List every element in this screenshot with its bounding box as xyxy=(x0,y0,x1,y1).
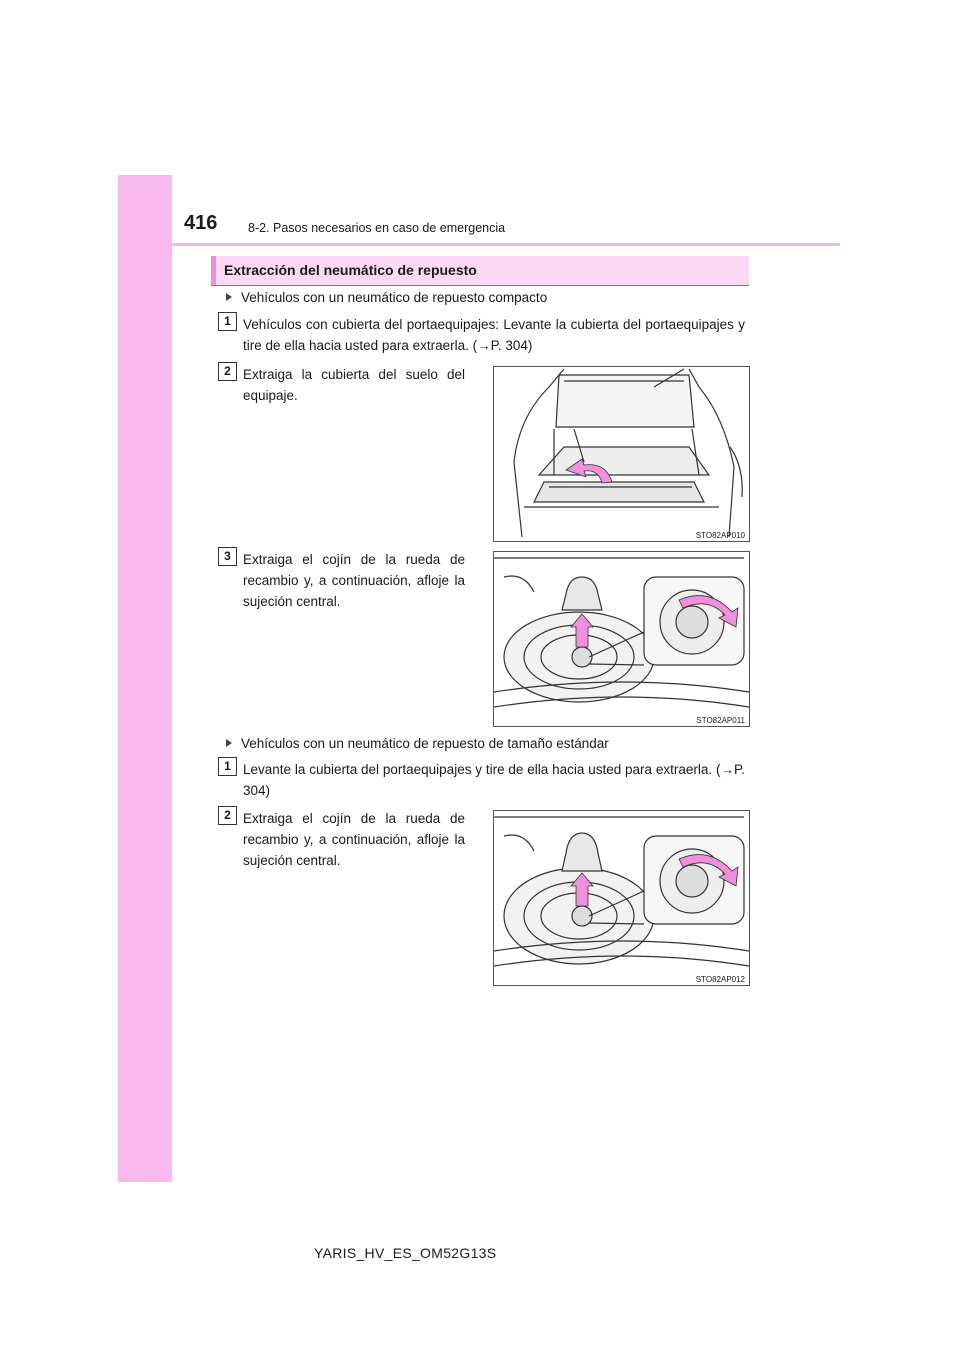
section-accent xyxy=(211,256,216,285)
step-number: 1 xyxy=(218,312,237,331)
section-title: Extracción del neumático de repuesto xyxy=(224,262,477,278)
step-number: 2 xyxy=(218,362,237,381)
header-rule xyxy=(172,243,840,246)
step-text: Extraiga la cubierta del suelo del equipaje. xyxy=(243,367,465,403)
spare-wheel-illustration xyxy=(494,552,749,726)
spare-wheel-illustration xyxy=(494,811,749,985)
step-text: Levante la cubierta del portaequipajes y tire de ella hacia usted para extraerla. (→P. 304) xyxy=(243,762,745,798)
step-number: 3 xyxy=(218,547,237,566)
figure-spare-cushion-standard xyxy=(493,810,750,986)
step-text: Vehículos con cubierta del portaequipajes: Levante la cubierta del portaequipajes y tire de ella hacia usted para extraerla. (→P. 304) xyxy=(243,317,745,353)
section-rule xyxy=(211,285,749,286)
triangle-bullet-icon xyxy=(226,293,232,301)
step-number: 2 xyxy=(218,806,237,825)
figure-spare-cushion-compact xyxy=(493,551,750,727)
triangle-bullet-icon xyxy=(226,739,232,747)
step-text: Extraiga el cojín de la rueda de recambio y, a continuación, afloje la sujeción central. xyxy=(243,811,465,868)
step-number: 1 xyxy=(218,757,237,776)
standard-heading: Vehículos con un neumático de repuesto de tamaño estándar xyxy=(226,736,609,751)
chapter-title: 8-2. Pasos necesarios en caso de emergencia xyxy=(248,221,506,235)
compact-heading: Vehículos con un neumático de repuesto compacto xyxy=(226,290,547,305)
figure-trunk-floor xyxy=(493,366,750,542)
page-number: 416 xyxy=(184,212,218,234)
document-code: YARIS_HV_ES_OM52G13S xyxy=(314,1245,497,1261)
side-tab-band xyxy=(118,175,172,1182)
figure-code: STO82AP012 xyxy=(695,975,745,984)
step-text: Extraiga el cojín de la rueda de recambio y, a continuación, afloje la sujeción central. xyxy=(243,552,465,609)
figure-code: STO82AP011 xyxy=(696,716,745,725)
trunk-illustration xyxy=(494,367,749,541)
figure-code: STO82AP010 xyxy=(695,531,745,540)
